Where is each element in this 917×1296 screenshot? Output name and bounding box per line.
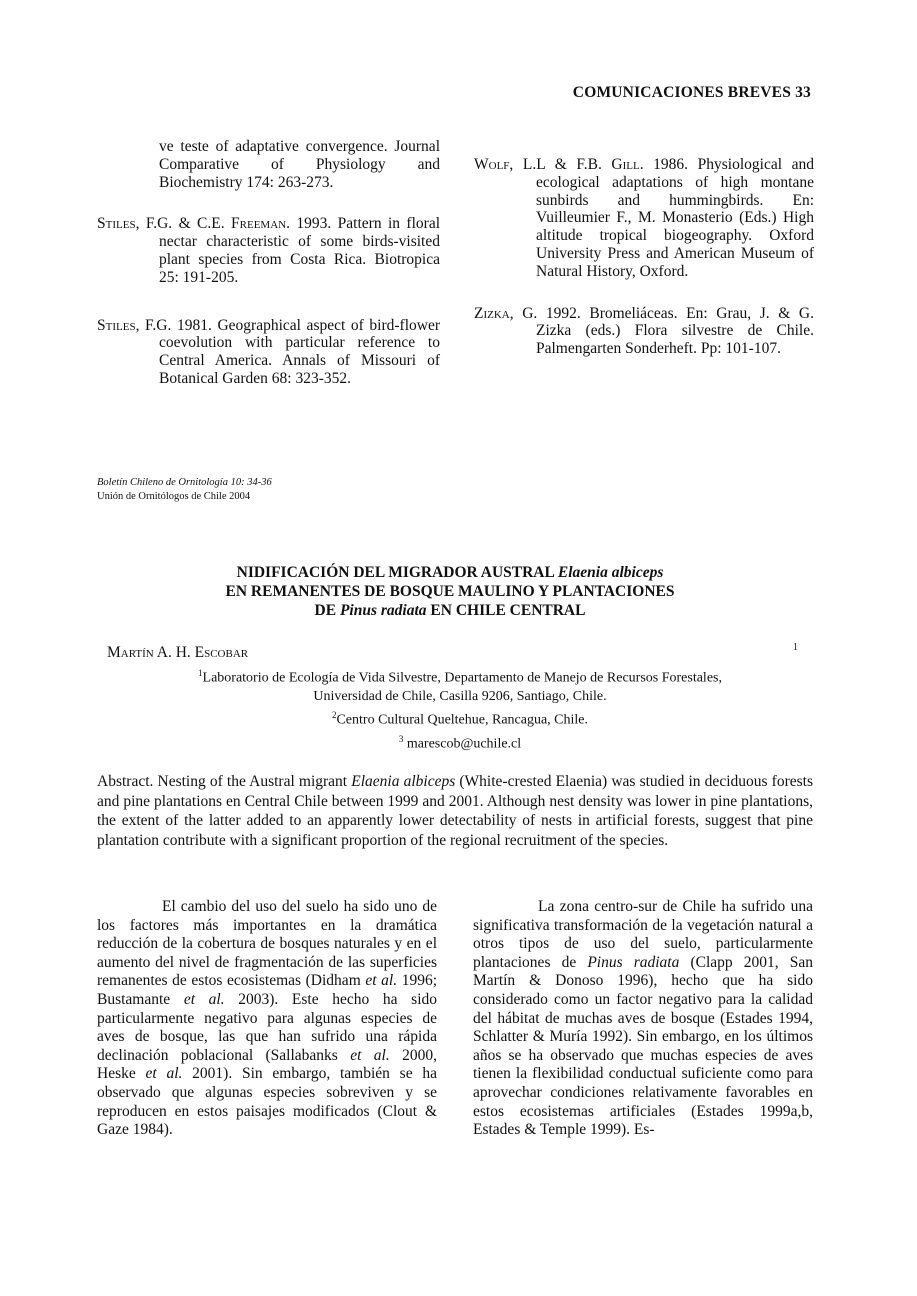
references-left xyxy=(97,138,440,412)
reference-stiles-1981: Stiles, F.G. 1981. Geographical aspect of bird-flower coevolution with particular reference to Central America. Annals of Missouri of Botanical Garden 68: 323-352. xyxy=(97,316,440,387)
body-column-left xyxy=(97,898,437,1140)
journal-publisher: Unión de Ornitólogos de Chile 2004 xyxy=(97,491,251,502)
references-right xyxy=(474,156,814,382)
affiliation-1-cont: Universidad de Chile, Casilla 9206, Santiago, Chile. xyxy=(313,688,607,704)
reference-stiles-1993: Stiles, F.G. & C.E. Freeman. 1993. Pattern in floral nectar characteristic of some birds-visited plant species from Costa Rica. Biotropica 25: 191-205. xyxy=(97,215,441,286)
affiliation-2: $^2$Centro Cultural Queltehue, Rancagua, Chile. xyxy=(331,710,589,728)
journal-info xyxy=(97,476,272,504)
article-title: NIDIFICACIÓN DEL MIGRADOR AUSTRAL Elaenia albiceps EN REMANENTES DE BOSQUE MAULINO Y PLANTACIONES DE Pinus radiata EN CHILE CENTRAL xyxy=(225,564,675,619)
abstract: Abstract. Nesting of the Austral migrant Elaenia albiceps (White-crested Elaenia) was studied in deciduous forests and pine plantations en Central Chile between 1999 and 2001. Although nest density was lower in pine plantations, the extent of the latter added to an apparently lower detectability of nests in artificial forests, suggest that pine plantation contribute with a significant proportion of the regional recruitment of the species. xyxy=(97,773,813,849)
author-superscript: 1 xyxy=(793,642,798,653)
author-name: Martín A. H. Escobar xyxy=(107,644,249,661)
affiliation-1: $^1$Laboratorio de Ecología de Vida Silvestre, Departamento de Manejo de Recursos Forestales, xyxy=(198,668,722,686)
reference-wolf-1986: Wolf, L.L & F.B. Gill. 1986. Physiological and ecological adaptations of high montane sunbirds and hummingbirds. En: Vuilleumier F., M. Monasterio (Eds.) High altitude tropical biogeography. Oxford University Press and American Museum of Natural History, Oxford. xyxy=(474,156,814,280)
reference-continuation: ve teste of adaptative convergence. Journal Comparative of Physiology and Biochemistry 174: 263-273. xyxy=(159,138,440,191)
body-column-right xyxy=(473,898,813,1140)
running-head: COMUNICACIONES BREVES 33 xyxy=(572,84,811,101)
affiliations xyxy=(120,664,800,754)
journal-citation: Boletín Chileno de Ornitología 10: 34-36 xyxy=(97,477,272,488)
reference-zizka-1992: Zizka, G. 1992. Bromeliáceas. En: Grau, J. & G. Zizka (eds.) Flora silvestre de Chile. Palmengarten Sonderheft. Pp: 101-107. xyxy=(474,304,814,358)
affiliation-email: $^3$ marescob@uchile.cl xyxy=(398,733,522,752)
body-paragraph: La zona centro-sur de Chile ha sufrido una significativa transformación de la vegetación natural a otros tipos de uso del suelo, particularmente plantaciones de Pinus radiata (Clapp 2001, San Martín & Donoso 1996), hecho que ha sido considerado como un factor negativo para la calidad del hábitat de muchas aves de bosque (Estades 1994, Schlatter & Muría 1992). Sin embargo, en los últimos años se ha observado que muchas especies de aves tienen la flexibilidad conductual suficiente como para aprovechar condiciones relativamente favorables en estos ecosistemas artificiales (Estades 1999a,b, Estades & Temple 1999). Es- xyxy=(473,898,813,1139)
body-paragraph: El cambio del uso del suelo ha sido uno de los factores más importantes en la dramática reducción de la cobertura de bosques naturales y en el aumento del nivel de fragmentación de las superficies remanentes de estos ecosistemas (Didham et al. 1996; Bustamante et al. 2003). Este hecho ha sido particularmente negativo para algunas especies de aves de bosque, las que han sufrido una rápida declinación poblacional (Sallabanks et al. 2000, Heske et al. 2001). Sin embargo, también se ha observado que algunas especies sobreviven y se reproducen en estos paisajes modificados (Clout & Gaze 1984). xyxy=(97,898,438,1139)
